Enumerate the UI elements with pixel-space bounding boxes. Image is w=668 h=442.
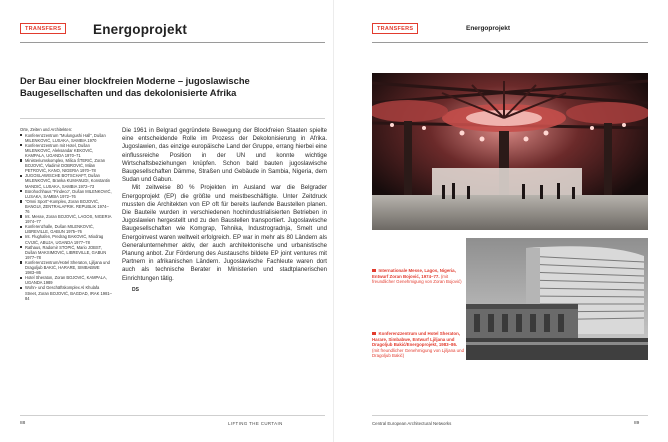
sidebar-item: Int. Flughafen, Predrag BAKOVIĆ, Miodrag CVIJIĆ, ABUJA, UGANDA 1977–78 xyxy=(20,234,112,244)
sidebar-locations xyxy=(20,127,112,301)
sidebar-item: Int. Messe, Zoran BOJOVIĆ, LAGOS, NIGERIA 1974–77 xyxy=(20,214,112,224)
sidebar-item: Ministeriumskomplex, Milica ŠTERIĆ, Zoran BOJOVIĆ, Vladimir DOBROVIĆ, Milan PETROVIĆ, KANO, NIGERIA 1970–78 xyxy=(20,158,112,173)
body-paragraph: Die 1961 in Belgrad gegründete Bewegung der Blockfreien Staaten spielte eine entscheidende Rolle im Prozess der Dekolonisierung in Afrika. Jugoslawien, das einzige europäische Land der Gruppe, errang hierbei eine einflussreiche Position in der UN und konnte wichtige Wirtschaftsbeziehungen knüpfen. Schon bald bauten jugoslawische Baugesellschaften Dämme, Straßen und Gebäude in Sambia, Nigeria, dem Sudan und Gabun. xyxy=(122,128,327,184)
footer-rule xyxy=(372,415,648,416)
photo-exhibition-hall xyxy=(372,73,648,230)
page-number: 88 xyxy=(20,421,26,426)
running-title: Energoprojekt xyxy=(466,25,511,32)
sidebar-item: Rathaus, Radomir STOPIĆ, Mario JOBST, Dušan MAKSIMOVIĆ, LIBREVILLE, GABUN 1977–78 xyxy=(20,245,112,260)
page-number: 89 xyxy=(634,421,640,426)
sidebar-item: "Omni Sport"-Komplex, Zoran BOJOVIĆ, BANGUI, ZENTRALAFRIK. REPUBLIK 1974–76 xyxy=(20,199,112,214)
photo-sheraton-harare xyxy=(466,238,648,360)
exhibition-hall-image xyxy=(372,73,648,230)
book-title: LIFTING THE CURTAIN xyxy=(228,421,283,426)
sidebar-heading: Orte, Zeiten und Architekten: xyxy=(20,127,73,132)
caption-credit: (mit freundlicher Genehmigung von Ljiljana und Dragoljub Bakić) xyxy=(372,347,465,358)
caption-lagos xyxy=(372,268,464,285)
right-page xyxy=(334,0,668,442)
sidebar-list xyxy=(20,133,112,301)
section-badge: TRANSFERS xyxy=(372,23,418,34)
sidebar-item: Bürohochhaus "Findeco", Dušan MILENKOVIĆ, LUSAKA, SAMBIA 1972–76 xyxy=(20,189,112,199)
running-title: Energoprojekt xyxy=(93,22,188,37)
footer-text: Central European Architectural Networks xyxy=(372,421,452,426)
header-rule xyxy=(20,42,325,43)
sidebar-item: Konferenzzentrum "Mulungushi Hall", Dušan MILENKOVIĆ, LUSAKA, SAMBIA 1970 xyxy=(20,133,112,143)
section-badge: TRANSFERS xyxy=(20,23,66,34)
caption-marker-icon xyxy=(372,269,376,273)
sidebar-item: Konferenzzentrum mit Hotel, Dušan MILENKOVIĆ, Aleksandar KEKOVIĆ, KAMPALA, UGANDA 1970–71 xyxy=(20,143,112,158)
sidebar-item: Hotel Sheraton, Zoran BOJOVIĆ, KAMPALA, UGANDA 1989 xyxy=(20,275,112,285)
headline-rule xyxy=(20,118,325,119)
footer-rule xyxy=(20,415,325,416)
caption-marker-icon xyxy=(372,332,376,336)
sheraton-image xyxy=(466,238,648,360)
sidebar-item: JUGOSLAWISCHE BOTSCHAFT, Dušan MILENKOVIĆ, Branka KUMANUDI, Konstantin MANDIĆ, LUSAKA, SAMBIA 1972–73 xyxy=(20,173,112,188)
header-rule xyxy=(372,42,648,43)
sidebar-item: Konferenzhalle, Dušan MILENKOVIĆ, LIBREVILLE, GABUN 1975–76 xyxy=(20,224,112,234)
body-paragraph: Mit zeitweise 80 % Projekten im Ausland war die Belgrader Energoprojekt (EP) die größte und meistbeschäftigte. Unter Zeitdruck mussten die Architekten von EP oft für bereits laufende Baustellen planen. Die Bauteile wurden in verschiedenen hochindustrialisierten Betrieben in Jugoslawien hergestellt und zu den Baustellen transportiert. Jugoslawische Baugesellschaften wie Komgrap, Tehnika, Industrogradnja, Smelt und Energoinvest waren weltweit erfolgreich. EP war in mehr als 80 Ländern als Generalunternehmer aktiv, der auch architektonische und urbanistische Planung anbot. Zur Förderung des Austauschs bildete EP joint ventures mit Partnern in afrikanischen Ländern. Jugoslawische Fachleute waren dort auch als technische Berater in Ministerien und stadtplanerischen Einrichtungen tätig. xyxy=(122,185,327,282)
sidebar-item: Wohn- und Geschäftskomplex Al Khulafa Street, Zoran BOJOVIĆ, BAGDAD, IRAK 1981–84 xyxy=(20,285,112,300)
article-body xyxy=(122,127,327,294)
article-headline: Der Bau einer blockfreien Moderne – jugoslawische Baugesellschaften und das dekolonisierte Afrika xyxy=(20,75,250,98)
caption-title: Konferenzzentrum und Hotel Sheraton, Harare, Simbabwe, Entwurf Ljiljana und Dragoljub Bakić/Energoprojekt, 1983–86. xyxy=(372,331,460,347)
author-initials: DS xyxy=(132,286,139,293)
sidebar-item: Konferenzzentrum/Hotel Sheraton, Ljiljana und Dragoljub BAKIĆ, HARARE, SIMBABWE 1983–86 xyxy=(20,260,112,275)
caption-harare xyxy=(372,331,464,359)
caption-title: Internationale Messe, Lagos, Nigeria, Entwurf Zoran Bojović, 1974–77. xyxy=(372,268,456,279)
caption-credit: (mit freundlicher Genehmigung von Zoran Bojović) xyxy=(372,273,462,284)
